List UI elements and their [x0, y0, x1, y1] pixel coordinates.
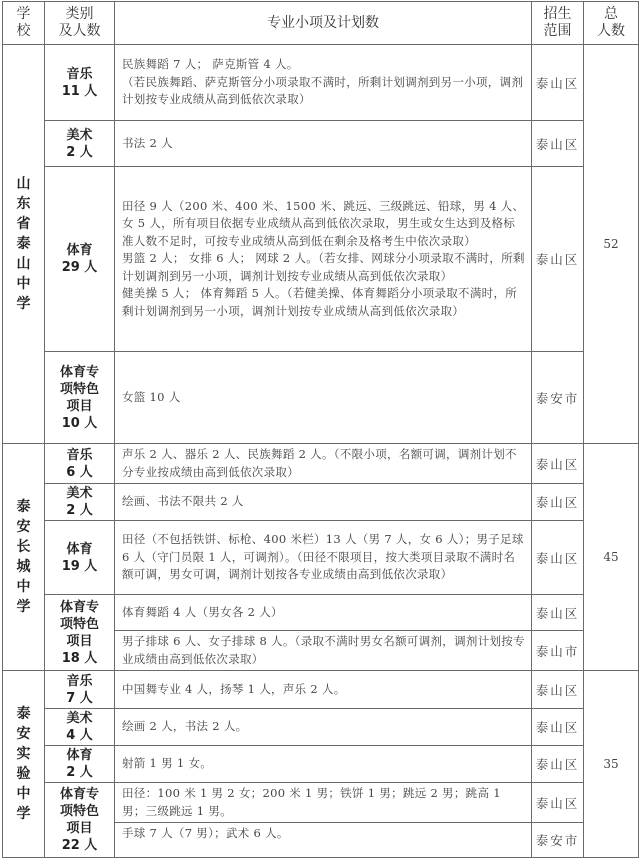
header-details: 专业小项及计划数 — [115, 2, 532, 45]
table-row — [3, 783, 639, 823]
details-cell: 声乐 2 人、器乐 2 人、民族舞蹈 2 人。（不限小项，名额可调，调剂计划不分专业按成绩由高到低依次录取） — [115, 444, 532, 484]
range-cell: 泰山区 — [532, 167, 584, 352]
range-cell: 泰山区 — [532, 746, 584, 783]
range-cell: 泰山区 — [532, 595, 584, 631]
total-cell: 45 — [584, 444, 639, 671]
range-cell: 泰山区 — [532, 45, 584, 121]
category-cell: 体育专 项特色 项目 22 人 — [45, 783, 115, 858]
category-cell: 体育专 项特色 项目 18 人 — [45, 595, 115, 671]
range-cell: 泰山区 — [532, 484, 584, 521]
details-cell: 书法 2 人 — [115, 121, 532, 167]
total-cell: 35 — [584, 671, 639, 858]
category-cell: 体育 19 人 — [45, 521, 115, 595]
table-row — [3, 121, 639, 167]
table-row — [3, 746, 639, 783]
header-school: 学 校 — [3, 2, 45, 45]
category-cell: 美术 4 人 — [45, 709, 115, 746]
category-cell: 音乐 6 人 — [45, 444, 115, 484]
details-cell: 民族舞蹈 7 人； 萨克斯管 4 人。 （若民族舞蹈、萨克斯管分小项录取不满时，所剩计划调剂到另一小项，调剂计划按专业成绩从高到低依次录取） — [115, 45, 532, 121]
details-cell: 中国舞专业 4 人，扬琴 1 人，声乐 2 人。 — [115, 671, 532, 709]
table-row — [3, 595, 639, 631]
details-cell: 手球 7 人（7 男）；武术 6 人。 — [115, 823, 532, 858]
header-total: 总 人数 — [584, 2, 639, 45]
range-cell: 泰安市 — [532, 352, 584, 444]
details-cell: 田径（不包括铁饼、标枪、400 米栏）13 人（男 7 人，女 6 人）；男子足球 6 人（守门员限 1 人，可调剂）。（田径不限项目，按大类项目录取不满时名额可调，男女可调，调剂计划按各专业成绩由高到低依次录取） — [115, 521, 532, 595]
details-cell: 女篮 10 人 — [115, 352, 532, 444]
range-cell: 泰山区 — [532, 121, 584, 167]
category-cell: 音乐 11 人 — [45, 45, 115, 121]
category-cell: 美术 2 人 — [45, 484, 115, 521]
details-cell: 田径 9 人（200 米、400 米、1500 米、跳远、三级跳远、铅球，男 4 人、女 5 人，所有项目依据专业成绩从高到低依次录取，男生或女生达到及格标准人数不足时，可按专业成绩从高到低在剩余及格考生中依次录取） 男篮 2 人； 女排 6 人； 网球 2 人。（若女排、网球分小项录取不满时，所剩计划调剂到另一小项，调剂计划按专业成绩从高到低依次录取） 健美操 5 人； 体育舞蹈 5 人。（若健美操、体育舞蹈分小项录取不满时，所剩计划调剂到另一小项，调剂计划按专业成绩从高到低依次录取） — [115, 167, 532, 352]
range-cell: 泰山区 — [532, 444, 584, 484]
category-cell: 体育专 项特色 项目 10 人 — [45, 352, 115, 444]
category-cell: 音乐 7 人 — [45, 671, 115, 709]
header-row — [3, 2, 639, 45]
table-row — [3, 709, 639, 746]
category-cell: 体育 29 人 — [45, 167, 115, 352]
range-cell: 泰山区 — [532, 671, 584, 709]
details-cell: 绘画 2 人，书法 2 人。 — [115, 709, 532, 746]
school-name-changcheng-middle: 泰 安 长 城 中 学 — [3, 444, 45, 671]
total-cell: 52 — [584, 45, 639, 444]
table-row — [3, 521, 639, 595]
category-cell: 体育 2 人 — [45, 746, 115, 783]
table-row — [3, 444, 639, 484]
header-range: 招生 范围 — [532, 2, 584, 45]
details-cell: 田径：100 米 1 男 2 女；200 米 1 男；铁饼 1 男；跳远 2 男；跳高 1 男；三级跳远 1 男。 — [115, 783, 532, 823]
table-row — [3, 45, 639, 121]
school-name-taishan-middle: 山 东 省 泰 山 中 学 — [3, 45, 45, 444]
details-cell: 射箭 1 男 1 女。 — [115, 746, 532, 783]
category-cell: 美术 2 人 — [45, 121, 115, 167]
range-cell: 泰山市 — [532, 631, 584, 671]
table-row — [3, 167, 639, 352]
range-cell: 泰山区 — [532, 521, 584, 595]
details-cell: 男子排球 6 人、女子排球 8 人。（录取不满时男女名额可调剂，调剂计划按专业成绩由高到低依次录取） — [115, 631, 532, 671]
enrollment-plan-table — [2, 1, 639, 858]
range-cell: 泰安市 — [532, 823, 584, 858]
table-row — [3, 484, 639, 521]
header-category: 类别 及人数 — [45, 2, 115, 45]
details-cell: 绘画、书法不限共 2 人 — [115, 484, 532, 521]
school-name-experimental-middle: 泰 安 实 验 中 学 — [3, 671, 45, 858]
table-row — [3, 671, 639, 709]
range-cell: 泰山区 — [532, 783, 584, 823]
details-cell: 体育舞蹈 4 人（男女各 2 人） — [115, 595, 532, 631]
range-cell: 泰山区 — [532, 709, 584, 746]
table-row — [3, 352, 639, 444]
